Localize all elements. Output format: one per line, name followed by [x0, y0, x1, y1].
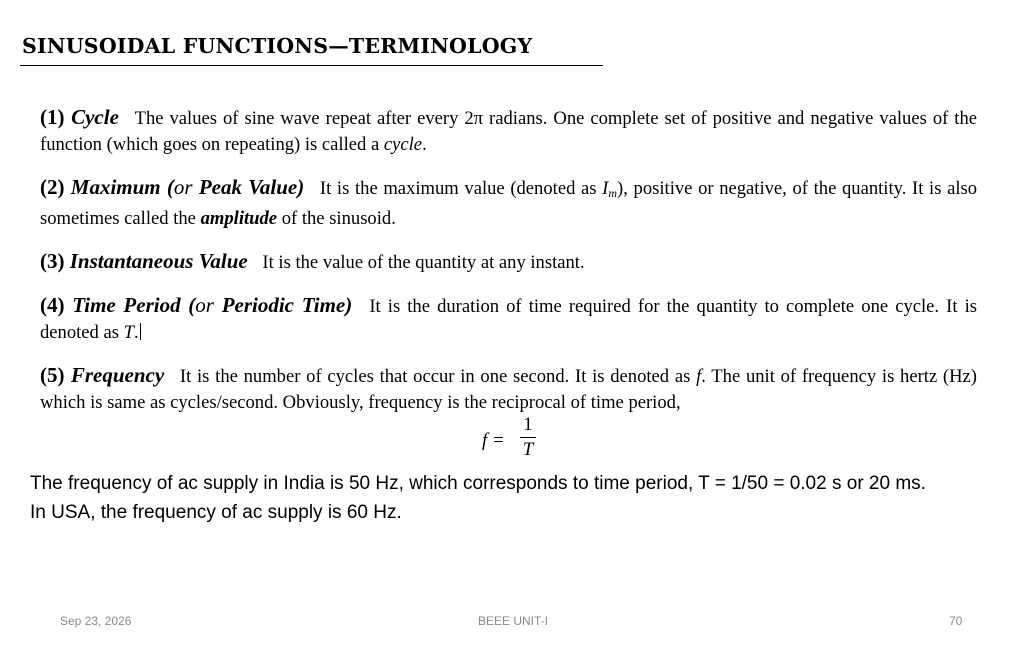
title-underline — [20, 65, 603, 66]
term-paren-close: ) — [297, 175, 305, 199]
definition-time-period — [40, 292, 977, 346]
term-name: Frequency — [70, 363, 165, 387]
definitions-list — [40, 104, 977, 427]
note-india: The frequency of ac supply in India is 50 Hz, which corresponds to time period, T = 1/50 = 0.02 s or 20 ms. — [30, 473, 926, 494]
term-heading — [40, 105, 119, 129]
term-alt-name: Periodic Time — [221, 293, 346, 317]
symbol-subscript: m — [608, 186, 618, 200]
definition-frequency — [40, 362, 977, 416]
term-or: or — [173, 175, 193, 199]
symbol-t: T — [123, 322, 134, 343]
definition-text: It is the value of the quantity at any instant. — [262, 252, 585, 273]
term-heading — [40, 363, 164, 387]
formula-lhs: f = — [482, 430, 505, 451]
fraction-bar — [520, 437, 536, 438]
footer-page-number: 70 — [949, 614, 963, 628]
definition-text: It is the number of cycles that occur in one second. It is denoted as — [179, 366, 697, 387]
term-number: (1) — [40, 105, 65, 129]
term-heading — [40, 293, 352, 317]
definition-emphasis: amplitude — [200, 208, 278, 229]
definition-text: It is the maximum value (denoted as — [319, 178, 603, 199]
footer-date: Sep 23, 2026 — [60, 614, 132, 628]
term-name: Maximum — [70, 175, 161, 199]
term-heading — [40, 175, 304, 199]
term-or: or — [195, 293, 214, 317]
formula-fraction — [520, 414, 536, 461]
text-cursor — [140, 323, 141, 340]
definition-text-end: . The unit of frequency is hertz (Hz) which is same as cycles/second. Obviously, frequency is the reciprocal of time period, — [40, 366, 977, 413]
definition-text-end: of the sinusoid. — [277, 208, 396, 229]
term-heading — [40, 249, 248, 273]
term-alt-name: Peak Value — [198, 175, 298, 199]
term-paren-open: ( — [166, 175, 174, 199]
symbol-f: f — [696, 366, 702, 387]
definition-text: The values of sine wave repeat after every 2π radians. One complete set of positive and negative values of the function (which goes on repeating) is called a — [40, 108, 978, 155]
term-name: Cycle — [71, 105, 119, 129]
formula-numerator: 1 — [523, 414, 533, 435]
term-number: (2) — [40, 175, 65, 199]
definition-text-end: . — [422, 134, 427, 155]
formula-denominator: T — [522, 439, 534, 460]
definition-text-end: . — [134, 322, 139, 343]
symbol-im — [602, 178, 617, 199]
slide-title: SINUSOIDAL FUNCTIONS—TERMINOLOGY — [22, 34, 533, 58]
definition-emphasis: cycle — [383, 134, 423, 155]
symbol-letter: I — [602, 178, 609, 199]
term-paren-close: ) — [345, 293, 353, 317]
definition-instantaneous — [40, 248, 977, 276]
term-number: (3) — [40, 249, 65, 273]
definition-maximum — [40, 174, 977, 232]
term-number: (5) — [40, 363, 65, 387]
supply-frequency-notes — [30, 469, 990, 527]
term-name: Instantaneous Value — [69, 249, 248, 273]
definition-cycle — [40, 104, 977, 158]
term-number: (4) — [40, 293, 65, 317]
definition-text: It is the duration of time required for the quantity to complete one cycle. It is denoted as — [40, 296, 978, 343]
footer-course: BEEE UNIT-I — [478, 614, 549, 628]
note-usa: In USA, the frequency of ac supply is 60 Hz. — [30, 502, 402, 523]
term-name: Time Period — [72, 293, 181, 317]
definition-text-mid: ), positive or negative, of the quantity. It is also sometimes called the — [40, 178, 978, 229]
term-paren-open: ( — [188, 293, 196, 317]
